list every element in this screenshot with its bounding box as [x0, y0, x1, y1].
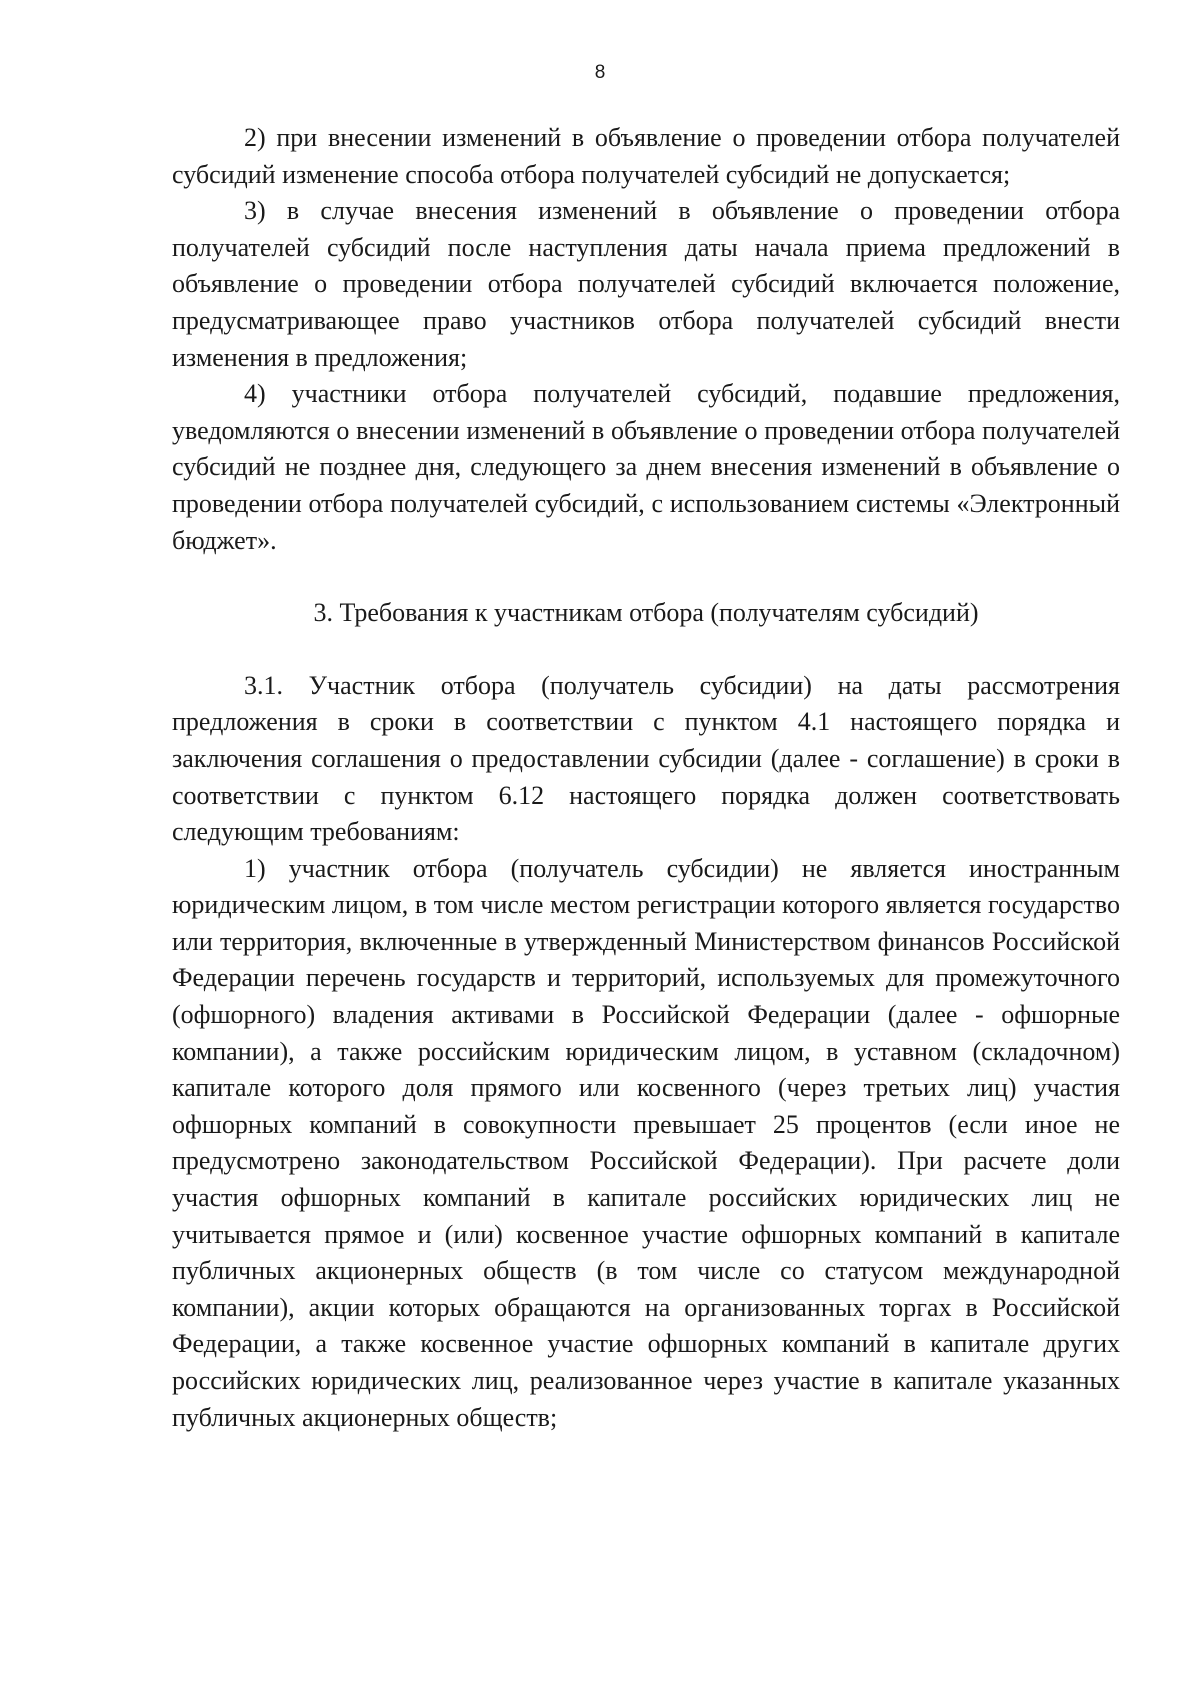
paragraph-item-3: 3) в случае внесения изменений в объявление о проведении отбора получателей субсидий после наступления даты начала приема предложений в объявление о проведении отбора получателей субсидий включается положение, предусматривающее право участников отбора получателей субсидий внести изменения в предложения; [172, 196, 1120, 372]
page-number: 8 [594, 62, 606, 83]
paragraph-item-4: 4) участники отбора получателей субсидий, подавшие предложения, уведомляются о внесении изменений в объявление о проведении отбора получателей субсидий не позднее дня, следующего за днем внесения изменений в объявление о проведении отбора получателей субсидий, с использованием системы «Электронный бюджет». [172, 379, 1120, 555]
paragraph-requirement-1: 1) участник отбора (получатель субсидии) не является иностранным юридическим лицом, в том числе местом регистрации которого является государство или территория, включенные в утвержденный Министерством финансов Российской Федерации перечень государств и территорий, используемых для промежуточного (офшорного) владения активами в Российской Федерации (далее - офшорные компании), а также российским юридическим лицом, в уставном (складочном) капитале которого доля прямого или косвенного (через третьих лиц) участия офшорных компаний в совокупности превышает 25 процентов (если иное не предусмотрено законодательством Российской Федерации). При расчете доли участия офшорных компаний в капитале российских юридических лиц не учитывается прямое и (или) косвенное участие офшорных компаний в капитале публичных акционерных обществ (в том числе со статусом международной компании), акции которых обращаются на организованных торгах в Российской Федерации, а также косвенное участие офшорных компаний в капитале других российских юридических лиц, реализованное через участие в капитале указанных публичных акционерных обществ; [172, 853, 1120, 1432]
paragraph-3-1: 3.1. Участник отбора (получатель субсидии) на даты рассмотрения предложения в сроки в соответствии с пунктом 4.1 настоящего порядка и заключения соглашения о предоставлении субсидии (далее - соглашение) в сроки в соответствии с пунктом 6.12 настоящего порядка должен соответствовать следующим требованиям: [172, 670, 1120, 847]
document-body [172, 120, 1120, 1436]
paragraph-item-2: 2) при внесении изменений в объявление о проведении отбора получателей субсидий изменение способа отбора получателей субсидий не допускается; [172, 123, 1120, 189]
section-heading: 3. Требования к участникам отбора (получателям субсидий) [313, 598, 979, 628]
